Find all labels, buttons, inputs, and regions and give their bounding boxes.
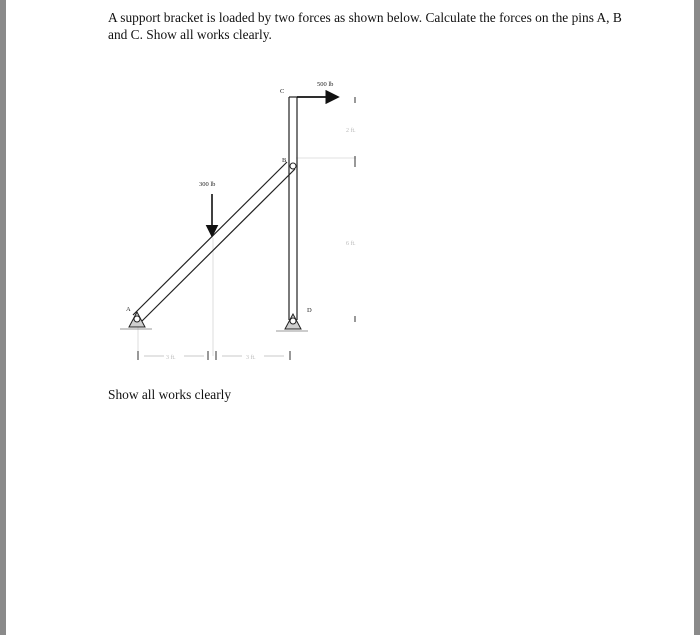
- pin-c-label: C: [280, 88, 285, 95]
- footer-note: Show all works clearly: [108, 387, 232, 402]
- dimension-6ft-label: 6 ft.: [346, 241, 356, 247]
- force-500-label: 500 lb: [317, 81, 334, 88]
- force-300-label: 300 lb: [199, 181, 216, 188]
- pin-d-support: [276, 314, 308, 331]
- pin-b-circle: [290, 163, 296, 169]
- problem-line-1: A support bracket is loaded by two forces as shown below. Calculate the forces on the pins A, B: [108, 10, 622, 25]
- horizontal-dimension-ticks: [138, 351, 290, 360]
- dimension-3ft-left-label: 3 ft.: [166, 355, 176, 361]
- reference-lines: [138, 158, 356, 356]
- vertical-member-cd: [289, 97, 297, 320]
- pin-a-support: [120, 312, 152, 329]
- dimension-2ft-label: 2 ft.: [346, 128, 356, 134]
- pin-d-label: D: [307, 307, 312, 314]
- problem-line-2: and C. Show all works clearly.: [108, 26, 272, 42]
- dimension-3ft-right-label: 3 ft.: [246, 355, 256, 361]
- pin-a-label: A: [126, 306, 131, 313]
- pin-b-label: B: [282, 157, 287, 164]
